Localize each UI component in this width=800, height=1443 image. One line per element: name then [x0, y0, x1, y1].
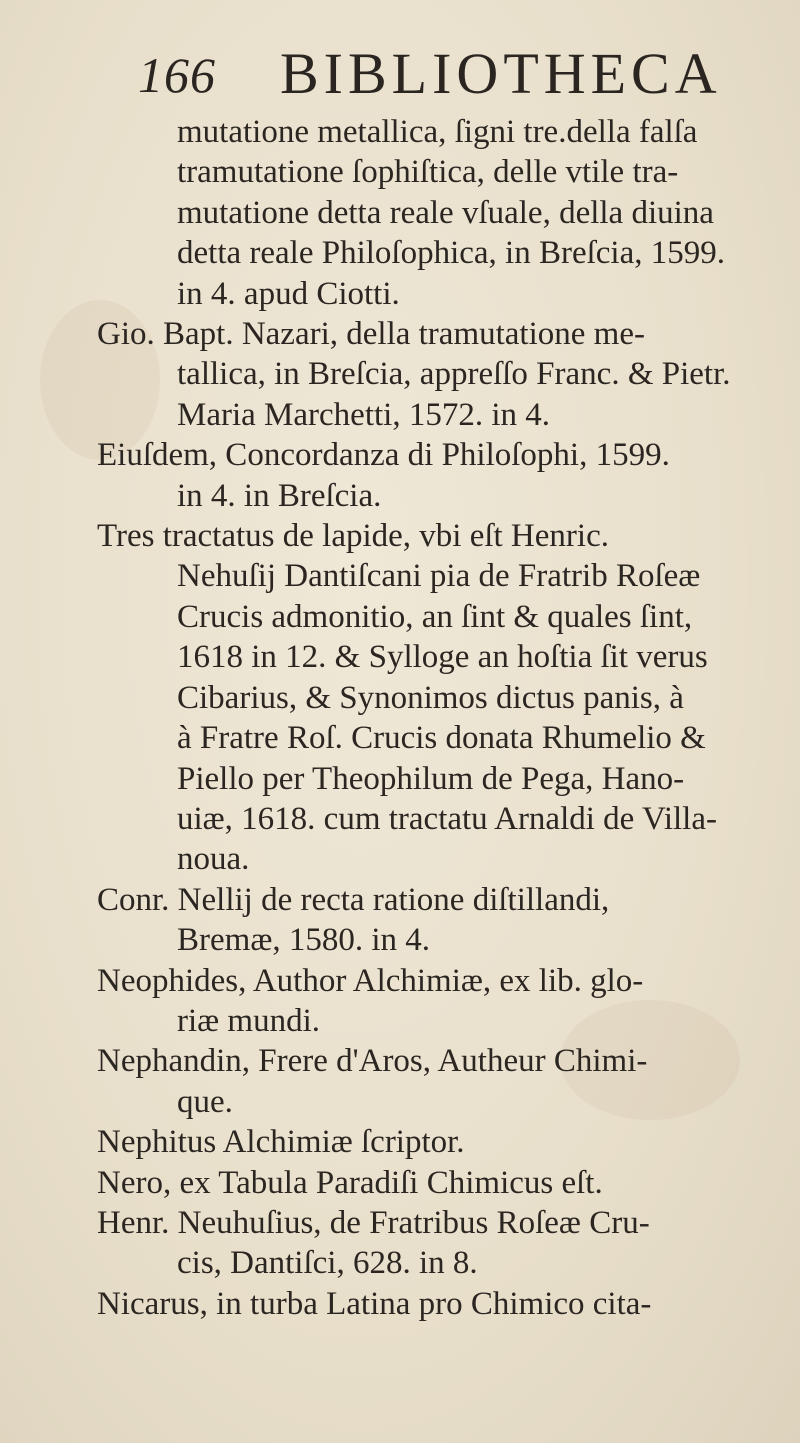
entry-line: Nephitus Alchimiæ ſcriptor. [97, 1124, 465, 1161]
entry-line: Piello per Theophilum de Pega, Hano- [177, 760, 685, 797]
entry-line: in 4. in Breſcia. [177, 477, 382, 514]
entry-line: tramutatione ſophiſtica, delle vtile tra- [177, 154, 679, 191]
entry-line: cis, Dantiſci, 628. in 8. [177, 1245, 478, 1282]
entry-line: Conr. Nellij de recta ratione diſtillandi, [97, 881, 610, 918]
entry-line: Eiuſdem, Concordanza di Philoſophi, 1599. [97, 437, 670, 474]
entry-line: à Fratre Roſ. Crucis donata Rhumelio & [177, 720, 706, 757]
entry-line: Cibarius, & Synonimos dictus panis, à [177, 679, 684, 716]
entry-line: tallica, in Breſcia, appreſſo Franc. & Pietr. [177, 356, 731, 393]
entry-line: Tres tractatus de lapide, vbi eſt Henric. [97, 518, 609, 555]
entry-line: detta reale Philoſophica, in Breſcia, 1599. [177, 235, 725, 272]
entry-line: riæ mundi. [177, 1002, 321, 1039]
entry-line: Maria Marchetti, 1572. in 4. [177, 396, 550, 433]
catalog-entry [0, 1122, 737, 1162]
catalog-entry [0, 1203, 737, 1284]
entry-line: uiæ, 1618. cum tractatu Arnaldi de Villa- [177, 800, 717, 837]
running-title: BIBLIOTHECA [280, 41, 722, 106]
entry-line: noua. [177, 841, 250, 878]
catalog-entry [0, 1041, 737, 1122]
entry-line: Nehuſij Dantiſcani pia de Fratrib Roſeæ [177, 558, 701, 595]
entry-line: Henr. Neuhuſius, de Fratribus Roſeæ Cru- [97, 1204, 650, 1241]
entry-line: que. [177, 1083, 233, 1120]
catalog-entry [0, 112, 737, 314]
catalog-entries [0, 112, 800, 1324]
catalog-entry [0, 961, 737, 1042]
entry-line: Nephandin, Frere d'Aros, Autheur Chimi- [97, 1043, 648, 1080]
catalog-entry [0, 1284, 737, 1324]
entry-line: mutatione metallica, ſigni tre.della falſa [177, 114, 698, 150]
entry-line: Neophides, Author Alchimiæ, ex lib. glo- [97, 962, 644, 999]
page-header [138, 40, 722, 110]
entry-line: in 4. apud Ciotti. [177, 275, 400, 312]
page-number: 166 [138, 47, 216, 103]
catalog-entry [0, 1163, 737, 1203]
entry-line: Gio. Bapt. Nazari, della tramutatione me- [97, 316, 645, 353]
catalog-entry [0, 314, 737, 435]
entry-line: mutatione detta reale vſuale, della diuina [177, 194, 714, 231]
entry-line: Nero, ex Tabula Paradiſi Chimicus eſt. [97, 1164, 603, 1201]
entry-line: Crucis admonitio, an ſint & quales ſint, [177, 598, 693, 635]
entry-line: 1618 in 12. & Sylloge an hoſtia ſit verus [177, 639, 708, 676]
entry-line: Bremæ, 1580. in 4. [177, 922, 430, 959]
catalog-entry [0, 435, 737, 516]
catalog-entry [0, 880, 737, 961]
entry-line: Nicarus, in turba Latina pro Chimico cita- [97, 1285, 652, 1322]
catalog-entry [0, 516, 737, 880]
